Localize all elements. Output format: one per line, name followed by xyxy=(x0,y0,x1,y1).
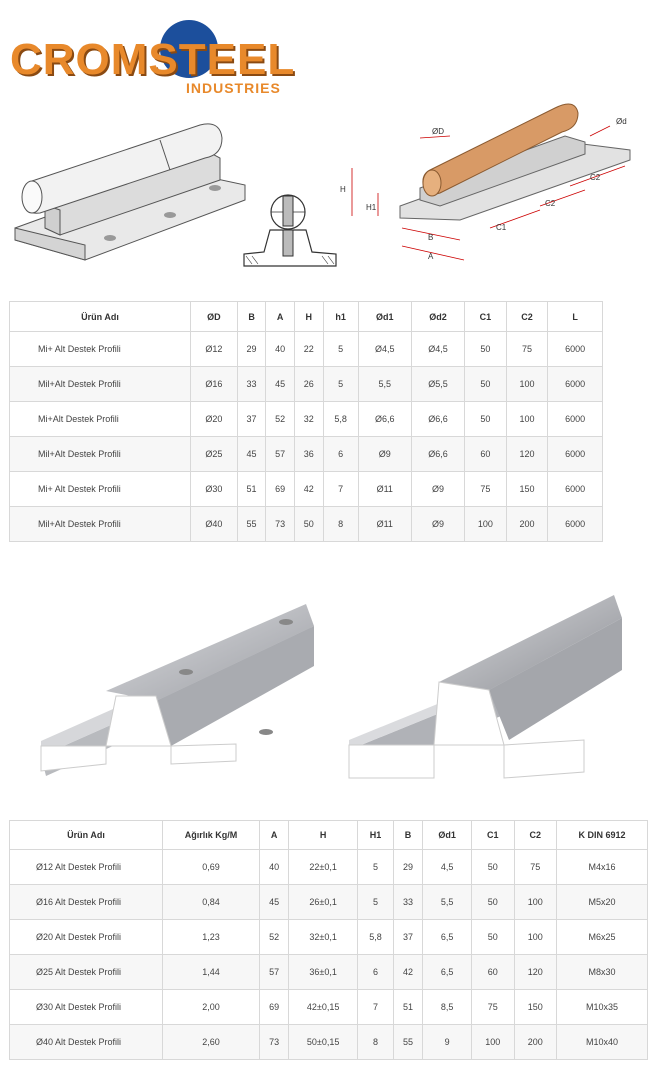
cell: 7 xyxy=(323,472,358,507)
col-header: K DIN 6912 xyxy=(557,821,648,850)
cell: 26 xyxy=(294,367,323,402)
cell: Ø11 xyxy=(358,472,411,507)
cell: 51 xyxy=(393,990,422,1025)
table-row xyxy=(10,332,603,367)
table-header-row xyxy=(10,302,603,332)
table-row xyxy=(10,955,648,990)
cell: 26±0,1 xyxy=(289,885,358,920)
cell: Ø5,5 xyxy=(411,367,464,402)
cell: 32 xyxy=(294,402,323,437)
cell: 0,84 xyxy=(163,885,260,920)
col-header: B xyxy=(393,821,422,850)
cell: 5,5 xyxy=(358,367,411,402)
dim-h-label: H xyxy=(340,185,346,194)
cell: 6000 xyxy=(548,402,603,437)
cell: 200 xyxy=(514,1025,556,1060)
cell: M6x25 xyxy=(557,920,648,955)
cell: 22 xyxy=(294,332,323,367)
col-header: Ürün Adı xyxy=(10,302,191,332)
col-header: Ürün Adı xyxy=(10,821,163,850)
cell: Mi+ Alt Destek Profili xyxy=(10,332,191,367)
cell: 50 xyxy=(472,920,514,955)
cell: 29 xyxy=(393,850,422,885)
table-row xyxy=(10,472,603,507)
cell: 5 xyxy=(323,332,358,367)
cell: 22±0,1 xyxy=(289,850,358,885)
cell: 120 xyxy=(514,955,556,990)
cell: Ø9 xyxy=(411,472,464,507)
cell: 52 xyxy=(260,920,289,955)
dim-a-label: A xyxy=(428,252,434,261)
cell: 8 xyxy=(358,1025,394,1060)
table-row xyxy=(10,402,603,437)
cell: 45 xyxy=(266,367,295,402)
cell: 100 xyxy=(472,1025,514,1060)
col-header: C1 xyxy=(472,821,514,850)
cell: Ø30 Alt Destek Profili xyxy=(10,990,163,1025)
logo-wordmark: CROMSTEEL xyxy=(10,35,296,84)
cell: 9 xyxy=(423,1025,472,1060)
table-row xyxy=(10,1025,648,1060)
cell: 57 xyxy=(260,955,289,990)
dim-od-small-label: Ød xyxy=(616,117,627,126)
table-row xyxy=(10,367,603,402)
cell: Mil+Alt Destek Profili xyxy=(10,507,191,542)
cell: 6000 xyxy=(548,437,603,472)
cell: 75 xyxy=(472,990,514,1025)
table-row xyxy=(10,920,648,955)
cell: 50 xyxy=(465,332,507,367)
cell: M10x35 xyxy=(557,990,648,1025)
cell: 5 xyxy=(358,850,394,885)
dim-c1-label: C1 xyxy=(496,223,507,232)
cell: 50 xyxy=(294,507,323,542)
col-header: A xyxy=(266,302,295,332)
cell: 73 xyxy=(260,1025,289,1060)
cell: 100 xyxy=(514,920,556,955)
cell: Ø16 xyxy=(191,367,238,402)
cell: 37 xyxy=(237,402,266,437)
cell: 29 xyxy=(237,332,266,367)
cell: Ø20 xyxy=(191,402,238,437)
cell: 42±0,15 xyxy=(289,990,358,1025)
cell: 6,5 xyxy=(423,955,472,990)
cell: Ø40 xyxy=(191,507,238,542)
col-header: L xyxy=(548,302,603,332)
dim-b-label: B xyxy=(428,233,434,242)
cell: 33 xyxy=(237,367,266,402)
col-header: Ød1 xyxy=(423,821,472,850)
cell: 100 xyxy=(506,367,548,402)
cell: 100 xyxy=(514,885,556,920)
cell: 150 xyxy=(506,472,548,507)
cell: Ø4,5 xyxy=(358,332,411,367)
cell: Ø4,5 xyxy=(411,332,464,367)
cell: 6 xyxy=(358,955,394,990)
table-row xyxy=(10,885,648,920)
col-header: h1 xyxy=(323,302,358,332)
cell: Mi+Alt Destek Profili xyxy=(10,402,191,437)
table-row xyxy=(10,850,648,885)
cell: Mil+Alt Destek Profili xyxy=(10,437,191,472)
cell: 45 xyxy=(237,437,266,472)
cell: Mil+Alt Destek Profili xyxy=(10,367,191,402)
cell: Mi+ Alt Destek Profili xyxy=(10,472,191,507)
table-row xyxy=(10,437,603,472)
cell: 55 xyxy=(393,1025,422,1060)
cell: 36±0,1 xyxy=(289,955,358,990)
cell: 100 xyxy=(465,507,507,542)
cell: 8 xyxy=(323,507,358,542)
cell: 60 xyxy=(465,437,507,472)
cross-section-drawing xyxy=(240,190,340,270)
cell: 60 xyxy=(472,955,514,990)
cell: 120 xyxy=(506,437,548,472)
col-header: Ağırlık Kg/M xyxy=(163,821,260,850)
cell: 6,5 xyxy=(423,920,472,955)
logo-subtitle: INDUSTRIES xyxy=(186,80,281,96)
col-header: C2 xyxy=(506,302,548,332)
table-row xyxy=(10,990,648,1025)
dimensioned-drawing xyxy=(340,88,640,268)
cell: 200 xyxy=(506,507,548,542)
shaft-rail-spec-table xyxy=(9,301,603,542)
cell: Ø12 Alt Destek Profili xyxy=(10,850,163,885)
cell: Ø30 xyxy=(191,472,238,507)
col-header: C1 xyxy=(465,302,507,332)
cell: 42 xyxy=(294,472,323,507)
dim-od-label: ØD xyxy=(432,127,444,136)
table-header-row xyxy=(10,821,648,850)
cell: Ø40 Alt Destek Profili xyxy=(10,1025,163,1060)
cell: 52 xyxy=(266,402,295,437)
cell: 6000 xyxy=(548,472,603,507)
cell: Ø25 xyxy=(191,437,238,472)
cell: 4,5 xyxy=(423,850,472,885)
col-header: H1 xyxy=(358,821,394,850)
cell: 5 xyxy=(323,367,358,402)
table-row xyxy=(10,507,603,542)
col-header: A xyxy=(260,821,289,850)
col-header: Ød2 xyxy=(411,302,464,332)
cell: 50 xyxy=(465,367,507,402)
dim-c2b-label: C2 xyxy=(590,173,601,182)
col-header: C2 xyxy=(514,821,556,850)
cell: 0,69 xyxy=(163,850,260,885)
cell: 5,8 xyxy=(358,920,394,955)
cell: Ø9 xyxy=(358,437,411,472)
cell: 8,5 xyxy=(423,990,472,1025)
col-header: B xyxy=(237,302,266,332)
cell: 6000 xyxy=(548,507,603,542)
cell: 1,44 xyxy=(163,955,260,990)
cell: M8x30 xyxy=(557,955,648,990)
cell: 37 xyxy=(393,920,422,955)
support-profile-render-right xyxy=(344,590,624,782)
cell: 42 xyxy=(393,955,422,990)
cell: M4x16 xyxy=(557,850,648,885)
cell: 7 xyxy=(358,990,394,1025)
cell: 50±0,15 xyxy=(289,1025,358,1060)
cell: 5 xyxy=(358,885,394,920)
cell: 6000 xyxy=(548,332,603,367)
cell: 73 xyxy=(266,507,295,542)
cell: Ø6,6 xyxy=(411,437,464,472)
shaft-rail-isometric-drawing xyxy=(10,110,250,270)
cell: 75 xyxy=(465,472,507,507)
cell: M5x20 xyxy=(557,885,648,920)
col-header: H xyxy=(289,821,358,850)
cell: Ø6,6 xyxy=(411,402,464,437)
cell: 36 xyxy=(294,437,323,472)
cell: 5,8 xyxy=(323,402,358,437)
cell: 45 xyxy=(260,885,289,920)
col-header: H xyxy=(294,302,323,332)
cell: 69 xyxy=(266,472,295,507)
cell: 50 xyxy=(472,850,514,885)
cell: 5,5 xyxy=(423,885,472,920)
cell: 50 xyxy=(472,885,514,920)
cell: 69 xyxy=(260,990,289,1025)
cell: 75 xyxy=(506,332,548,367)
cell: 2,00 xyxy=(163,990,260,1025)
cell: 40 xyxy=(260,850,289,885)
cell: 150 xyxy=(514,990,556,1025)
cell: 51 xyxy=(237,472,266,507)
cell: Ø9 xyxy=(411,507,464,542)
dim-c2a-label: C2 xyxy=(545,199,556,208)
cell: 75 xyxy=(514,850,556,885)
cell: Ø16 Alt Destek Profili xyxy=(10,885,163,920)
cell: 100 xyxy=(506,402,548,437)
cell: 33 xyxy=(393,885,422,920)
cell: 55 xyxy=(237,507,266,542)
support-profile-render-left xyxy=(36,596,316,782)
cell: 32±0,1 xyxy=(289,920,358,955)
cell: Ø6,6 xyxy=(358,402,411,437)
cell: 6 xyxy=(323,437,358,472)
support-profile-spec-table xyxy=(9,820,648,1060)
cell: 40 xyxy=(266,332,295,367)
col-header: ØD xyxy=(191,302,238,332)
cell: 1,23 xyxy=(163,920,260,955)
dim-h1-label: H1 xyxy=(366,203,377,212)
cell: 2,60 xyxy=(163,1025,260,1060)
cell: 57 xyxy=(266,437,295,472)
cell: Ø20 Alt Destek Profili xyxy=(10,920,163,955)
cell: 6000 xyxy=(548,367,603,402)
cell: Ø25 Alt Destek Profili xyxy=(10,955,163,990)
col-header: Ød1 xyxy=(358,302,411,332)
brand-logo xyxy=(10,30,300,100)
cell: Ø11 xyxy=(358,507,411,542)
cell: Ø12 xyxy=(191,332,238,367)
cell: 50 xyxy=(465,402,507,437)
cell: M10x40 xyxy=(557,1025,648,1060)
